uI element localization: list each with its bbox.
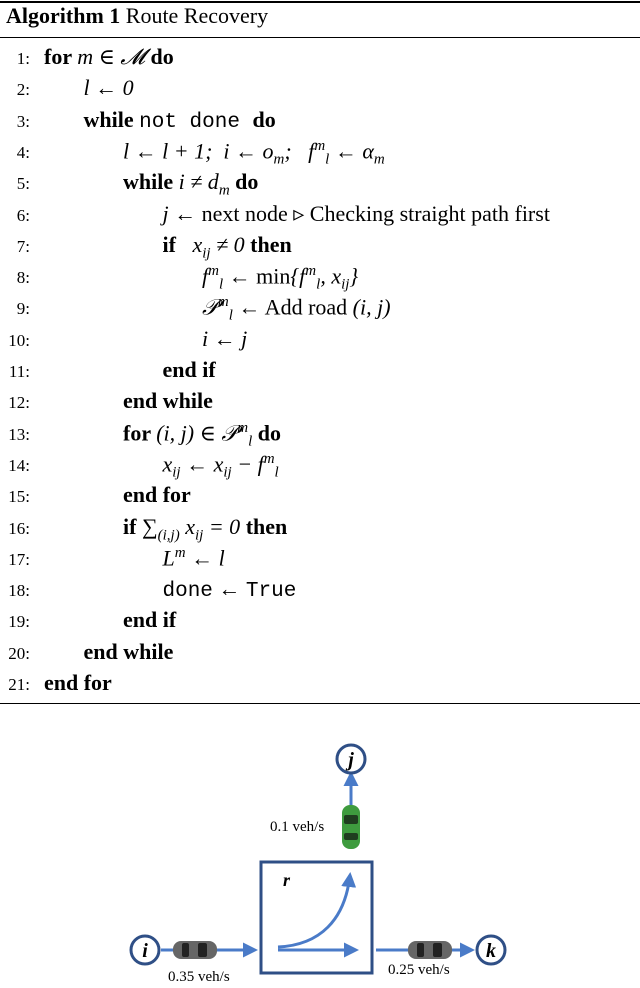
algorithm-line: [0, 639, 640, 670]
line-number: 13:: [8, 424, 30, 444]
line-number: 20:: [8, 643, 30, 663]
algorithm-line: [0, 169, 640, 200]
algorithm-line: [0, 138, 640, 169]
code-fragment: (i, j): [352, 294, 391, 320]
line-code: [163, 357, 216, 383]
code-fragment: l ← 0: [83, 75, 134, 101]
code-fragment: m: [217, 294, 229, 311]
line-number: 7:: [16, 236, 30, 256]
code-fragment: x: [179, 513, 195, 539]
code-fragment: end if: [162, 357, 216, 382]
code-fragment: end while: [123, 388, 213, 414]
code-fragment: l ← l + 1; i ← o: [123, 138, 274, 164]
code-fragment: for: [44, 44, 78, 69]
line-code: [84, 75, 134, 101]
code-fragment: = 0: [203, 513, 246, 539]
code-fragment: }: [349, 263, 359, 289]
line-code: [163, 232, 292, 262]
code-fragment: ← Add road: [232, 294, 353, 320]
code-fragment: if: [123, 513, 142, 539]
line-code: [123, 607, 176, 633]
code-fragment: end while: [83, 638, 174, 664]
code-fragment: ← α: [329, 138, 374, 164]
line-number: 12:: [8, 393, 30, 413]
line-code: [202, 263, 358, 294]
line-number: 4:: [16, 142, 30, 162]
intersection-figure: [0, 735, 640, 983]
line-number: 3:: [16, 111, 30, 131]
line-code: [163, 545, 225, 571]
code-fragment: ij: [202, 245, 211, 262]
line-number: 17:: [8, 549, 30, 569]
line-number: 8:: [16, 268, 30, 288]
code-fragment: then: [245, 513, 288, 539]
bottom-rule: [0, 703, 640, 704]
code-fragment: end if: [123, 607, 177, 633]
code-fragment: min: [256, 263, 291, 289]
line-code: [202, 326, 247, 352]
code-fragment: do: [229, 169, 259, 195]
code-fragment: ≠ 0: [210, 231, 251, 257]
algorithm-line: [0, 75, 640, 106]
algorithm-line: [0, 201, 640, 232]
code-fragment: ∑: [141, 513, 158, 539]
algorithm-line: [0, 388, 640, 419]
code-fragment: m: [263, 450, 275, 467]
code-fragment: if: [162, 231, 182, 257]
code-fragment: m: [237, 419, 249, 436]
line-code: [123, 482, 191, 508]
line-number: 5:: [16, 174, 30, 194]
code-fragment: ij: [194, 526, 204, 543]
node-k: [477, 936, 505, 964]
code-fragment: ij: [172, 464, 181, 481]
code-fragment: x: [181, 231, 203, 257]
algorithm-line: [0, 263, 640, 294]
code-fragment: (i, j) ∈ 𝒫: [156, 419, 238, 445]
intersection-label: r: [283, 870, 291, 890]
line-code: [163, 451, 279, 482]
code-fragment: (i,j): [157, 526, 180, 543]
intersection-diagram: [0, 735, 640, 983]
svg-text:i: i: [142, 940, 148, 962]
code-fragment: l: [316, 276, 321, 293]
line-code: [84, 639, 174, 665]
flow-in-label: 0.35 veh/s: [168, 969, 230, 983]
line-code: [123, 514, 287, 544]
car-out-icon: [408, 941, 452, 959]
code-fragment: m: [305, 263, 317, 280]
line-number: 18:: [8, 581, 30, 601]
line-code: [202, 294, 391, 325]
line-number: 21:: [8, 675, 30, 694]
code-fragment: end for: [44, 670, 112, 695]
algorithm-line: [0, 451, 640, 482]
code-fragment: i ← j: [202, 325, 248, 351]
code-fragment: {f: [290, 263, 306, 289]
code-fragment: m: [218, 182, 230, 199]
code-fragment: do: [150, 44, 174, 69]
code-fragment: end for: [123, 482, 191, 508]
code-fragment: m: [373, 151, 385, 168]
code-fragment: l: [228, 308, 233, 325]
code-fragment: ←: [212, 576, 246, 602]
line-code: [123, 138, 385, 169]
algorithm-line: [0, 232, 640, 263]
algorithm-line: [0, 514, 640, 545]
line-number: 2:: [16, 80, 30, 100]
algorithm-line: [0, 44, 640, 75]
code-fragment: ij: [341, 276, 350, 293]
algorithm-line: [0, 670, 640, 701]
code-fragment: ij: [223, 464, 232, 481]
code-fragment: l: [274, 464, 279, 481]
line-number: 19:: [8, 612, 30, 632]
code-fragment: j: [162, 200, 169, 226]
car-in-icon: [173, 941, 217, 959]
line-number: 11:: [8, 362, 30, 381]
intersection-box: [261, 862, 372, 973]
code-fragment: then: [250, 231, 292, 257]
algorithm-line: [0, 607, 640, 638]
line-number: 16:: [8, 518, 30, 538]
algorithm-title: [6, 3, 268, 29]
code-fragment: do: [252, 106, 276, 132]
algorithm-line: [0, 294, 640, 325]
code-fragment: True: [245, 580, 297, 604]
line-number: 9:: [16, 299, 30, 319]
code-fragment: , x: [320, 263, 342, 289]
code-fragment: done: [162, 580, 213, 604]
line-number: 15:: [8, 487, 30, 507]
code-fragment: l: [325, 151, 330, 168]
line-number: 1:: [16, 49, 30, 68]
flow-up-label: 0.1 veh/s: [270, 819, 325, 835]
line-number: 10:: [8, 330, 30, 350]
algorithm-line: [0, 326, 640, 357]
node-i: [131, 936, 159, 964]
line-code: [163, 201, 550, 227]
code-fragment: m ∈ 𝓜: [77, 44, 151, 69]
code-fragment: f: [202, 263, 209, 289]
code-fragment: l: [248, 433, 253, 450]
svg-text:k: k: [486, 940, 496, 962]
algorithm-line: [0, 576, 640, 607]
code-fragment: ← x: [180, 451, 224, 477]
title-rule: [0, 37, 640, 38]
algorithm-line: [0, 357, 640, 388]
code-fragment: m: [273, 151, 285, 168]
code-fragment: x: [162, 451, 173, 477]
code-fragment: ← l: [185, 545, 225, 571]
code-fragment: not done: [139, 110, 253, 134]
code-fragment: m: [174, 544, 186, 561]
algorithm-line: [0, 420, 640, 451]
svg-text:j: j: [348, 749, 354, 771]
code-fragment: − f: [231, 451, 264, 477]
code-fragment: L: [162, 545, 175, 571]
code-fragment: m: [314, 137, 326, 154]
algorithm-line: [0, 545, 640, 576]
code-fragment: for: [123, 419, 157, 445]
node-j: [337, 745, 365, 773]
code-fragment: while: [83, 106, 140, 132]
code-fragment: 𝒫: [202, 294, 218, 320]
line-code: [44, 670, 112, 696]
code-fragment: i ≠ d: [178, 169, 219, 195]
code-fragment: do: [252, 419, 281, 445]
algorithm-line: [0, 482, 640, 513]
code-fragment: while: [123, 169, 179, 195]
code-fragment: m: [208, 263, 219, 280]
line-number: 14:: [8, 455, 30, 475]
code-fragment: ; f: [284, 138, 315, 164]
algorithm-line: [0, 107, 640, 138]
line-code: [123, 169, 258, 199]
code-fragment: ← next node ▹ Checking straight path first: [168, 200, 550, 226]
car-up-icon: [342, 805, 360, 849]
line-code: [44, 44, 174, 70]
line-number: 6:: [16, 205, 30, 225]
algorithm-name: Route Recovery: [125, 3, 269, 28]
line-code: [123, 420, 281, 451]
flow-out-label: 0.25 veh/s: [388, 962, 450, 978]
code-fragment: l: [218, 276, 224, 293]
line-code: [123, 388, 213, 414]
line-code: [84, 107, 276, 134]
code-fragment: ←: [223, 263, 257, 289]
algorithm-label: Algorithm 1: [6, 3, 121, 28]
line-code: [163, 576, 297, 603]
